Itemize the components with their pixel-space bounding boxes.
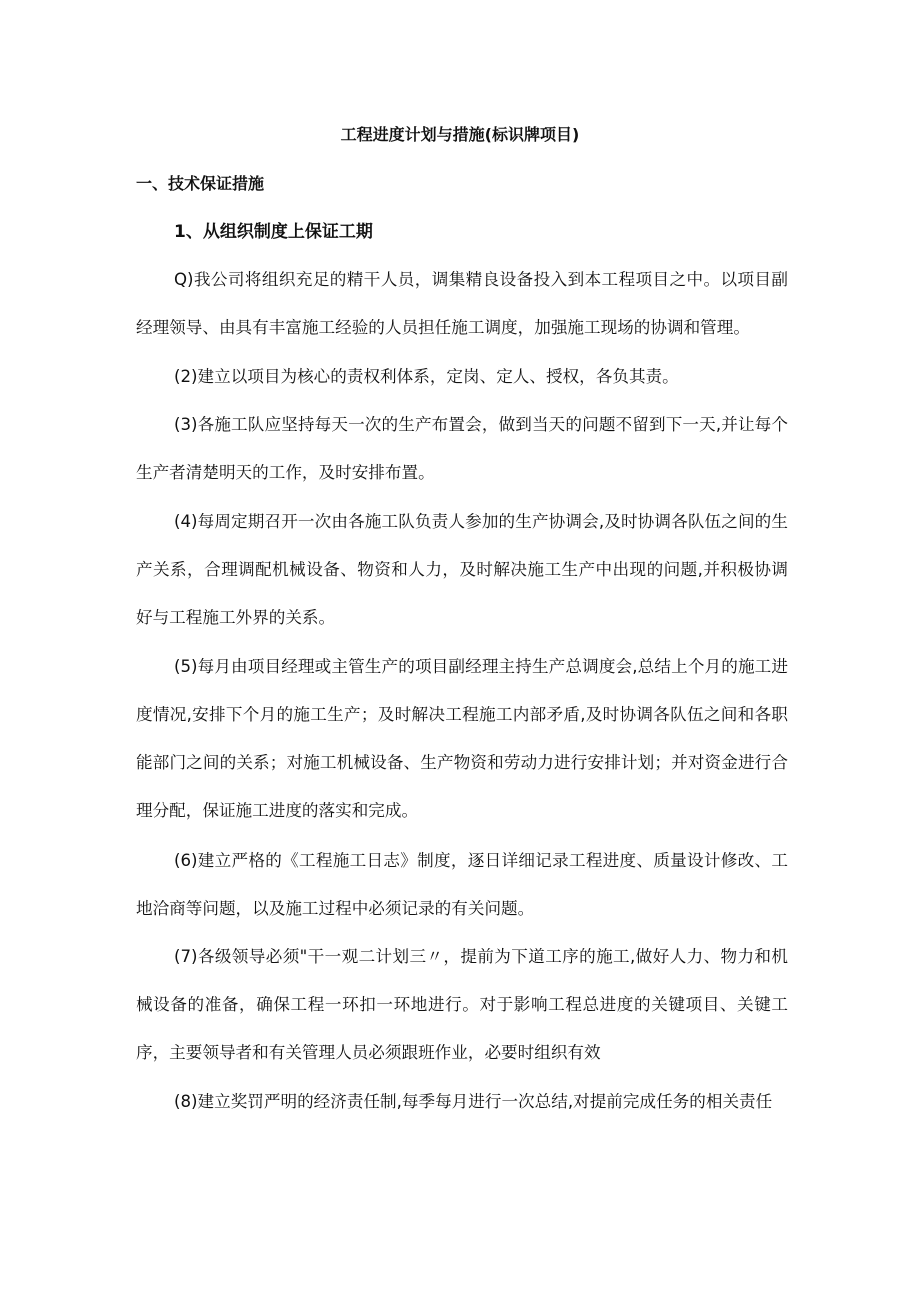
paragraph-3: (3)各施工队应坚持每天一次的生产布置会，做到当天的问题不留到下一天,并让每个生产者清楚明天的工作，及时安排布置。 xyxy=(136,415,788,482)
paragraph-6: (6)建立严格的《工程施工日志》制度，逐日详细记录工程进度、质量设计修改、工地洽商等问题，以及施工过程中必须记录的有关问题。 xyxy=(136,851,788,918)
paragraph-8: (8)建立奖罚严明的经济责任制,每季每月进行一次总结,对提前完成任务的相关责任 xyxy=(174,1092,773,1111)
paragraph-1: Q)我公司将组织充足的精干人员，调集精良设备投入到本工程项目之中。以项目副经理领导、由具有丰富施工经验的人员担任施工调度，加强施工现场的协调和管理。 xyxy=(136,270,788,337)
section-heading: 一、技术保证措施 xyxy=(136,174,265,193)
paragraph-2: (2)建立以项目为核心的责权利体系，定岗、定人、授权，各负其责。 xyxy=(174,367,679,386)
paragraph-5: (5)每月由项目经理或主管生产的项目副经理主持生产总调度会,总结上个月的施工进度情况,安排下个月的施工生产；及时解决工程施工内部矛盾,及时协调各队伍之间和各职能部门之间的关系；对施工机械设备、生产物资和劳动力进行安排计划；并对资金进行合理分配，保证施工进度的落实和完成。 xyxy=(136,657,788,820)
document-title: 工程进度计划与措施(标识牌项目) xyxy=(340,125,580,144)
paragraph-4: (4)每周定期召开一次由各施工队负责人参加的生产协调会,及时协调各队伍之间的生产关系，合理调配机械设备、物资和人力，及时解决施工生产中出现的问题,并积极协调好与工程施工外界的关系。 xyxy=(136,512,788,627)
subsection-heading: 1、从组织制度上保证工期 xyxy=(174,222,373,242)
paragraph-7: (7)各级领导必须"干一观二计划三〃，提前为下道工序的施工,做好人力、物力和机械设备的准备，确保工程一环扣一环地进行。对于影响工程总进度的关键项目、关键工序，主要领导者和有关管理人员必须跟班作业，必要时组织有效 xyxy=(136,947,788,1062)
